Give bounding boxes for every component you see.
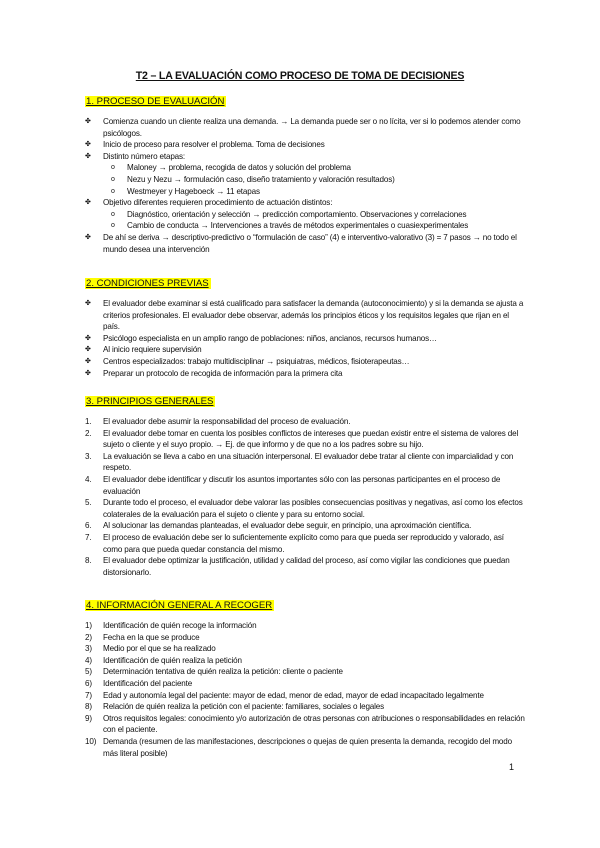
list-item: 10) Demanda (resumen de las manifestaciones, descripciones o quejas de quien presenta la demanda, recogido del modo más literal posible)	[85, 736, 512, 758]
section-list-informacion	[85, 620, 525, 759]
list-item: 8. El evaluador debe optimizar la justificación, utilidad y calidad del proceso, así como vigilar las condiciones que puedan distorsionarlo.	[85, 556, 510, 577]
list-item: 3) Medio por el que se ha realizado	[85, 644, 216, 654]
list-item: 5) Determinación tentativa de quién realiza la petición: cliente o paciente	[85, 667, 343, 677]
list-item: 2. El evaluador debe tomar en cuenta los posibles conflictos de intereses que puedan existir entre el sistema de valores del sujeto o cliente y el suyo propio. → Ej. de que informo y de que no a los padres sobre su hijo.	[85, 428, 519, 450]
sub-list-item: o Diagnóstico, orientación y selección → predicción comportamiento. Observaciones y correlaciones	[111, 209, 467, 219]
list-item: 2) Fecha en la que se produce	[85, 632, 200, 642]
list-item: 5. Durante todo el proceso, el evaluador debe valorar las posibles consecuencias positivas y negativas, así como los efectos colaterales de la evaluación para el sujeto o cliente y para su entorno social.	[85, 498, 523, 519]
list-item: 7) Edad y autonomía legal del paciente: mayor de edad, menor de edad, mayor de edad incapacitado legalmente	[85, 690, 484, 700]
list-item: ✤ Comienza cuando un cliente realiza una demanda. → La demanda puede ser o no lícita, ver si lo podemos atender como psicólogos.	[85, 117, 521, 138]
list-item: 6. Al solucionar las demandas planteadas, el evaluador debe seguir, en principio, una aproximación científica.	[85, 521, 472, 531]
sub-list-item: o Westmeyer y Hageboeck → 11 etapas	[111, 186, 260, 196]
list-item: 3. La evaluación se lleva a cabo en una situación interpersonal. El evaluador debe tratar al cliente con imparcialidad y con respeto.	[85, 451, 514, 473]
list-item: 7. El proceso de evaluación debe ser lo suficientemente explícito como para que pueda ser reproducido y valorado, así como para que pueda quedar constancia del mismo.	[85, 532, 504, 554]
section-heading-principios: 3. PRINCIPIOS GENERALES	[86, 396, 214, 407]
list-item: ✤ Inicio de proceso para resolver el problema. Toma de decisiones	[85, 140, 325, 150]
section-list-condiciones	[85, 298, 525, 379]
list-item: ✤ Preparar un protocolo de recogida de información para la primera cita	[85, 368, 343, 378]
list-item: 6) Identificación del paciente	[85, 678, 193, 688]
list-item: ✤ Objetivo diferentes requieren procedimiento de actuación distintos:	[85, 198, 333, 208]
list-item: 9) Otros requisitos legales: conocimiento y/o autorización de otras personas con atribuciones o responsabilidades en relación con el paciente.	[85, 713, 525, 735]
list-item: 1. El evaluador debe asumir la responsabilidad del proceso de evaluación.	[85, 417, 351, 426]
sub-list-item: o Nezu y Nezu → formulación caso, diseño tratamiento y valoración resultados)	[111, 174, 395, 184]
sub-list-item: o Cambio de conducta → Intervenciones a través de métodos experimentales o cuasiexperimentales	[111, 221, 469, 231]
document-title: T2 – LA EVALUACIÓN COMO PROCESO DE TOMA DE DECISIONES	[135, 70, 465, 82]
section-heading-condiciones: 2. CONDICIONES PREVIAS	[86, 278, 209, 289]
sub-list-item: o Maloney → problema, recogida de datos y solución del problema	[111, 163, 351, 173]
list-item: 8) Relación de quién realiza la petición con el paciente: familiares, sociales o legales	[85, 702, 385, 712]
list-item: ✤ Psicólogo especialista en un amplio rango de poblaciones: niños, ancianos, recursos humanos…	[85, 333, 437, 343]
list-item: ✤ De ahí se deriva → descriptivo-predictivo o “formulación de caso” (4) e interventivo-valorativo (3) = 7 pasos → no todo el mundo desea una intervención	[85, 232, 517, 254]
section-list-principios	[85, 416, 525, 578]
list-item: ✤ El evaluador debe examinar si está cualificado para satisfacer la demanda (autoconocimiento) y si la demanda se ajusta a criterios profesionales. El evaluador debe observar, además los principios éticos y los requisitos legales que rijan en el país.	[85, 299, 524, 332]
list-item: ✤ Centros especializados: trabajo multidisciplinar → psiquiatras, médicos, fisioterapeutas…	[85, 356, 410, 366]
section-heading-informacion: 4. INFORMACIÓN GENERAL A RECOGER	[86, 600, 273, 611]
list-item: ✤ Al inicio requiere supervisión	[85, 345, 202, 355]
page-number: 1	[508, 762, 514, 772]
section-heading-proceso: 1. PROCESO DE EVALUACIÓN	[86, 96, 225, 107]
list-item: 4) Identificación de quién realiza la petición	[85, 655, 242, 665]
list-item: 1) Identificación de quién recoge la información	[85, 621, 257, 630]
list-item: 4. El evaluador debe identificar y discutir los asuntos importantes sólo con las personas participantes en el proceso de evaluación	[85, 474, 501, 496]
section-list-proceso	[85, 116, 525, 255]
list-item: ✤ Distinto número etapas:	[85, 151, 186, 161]
